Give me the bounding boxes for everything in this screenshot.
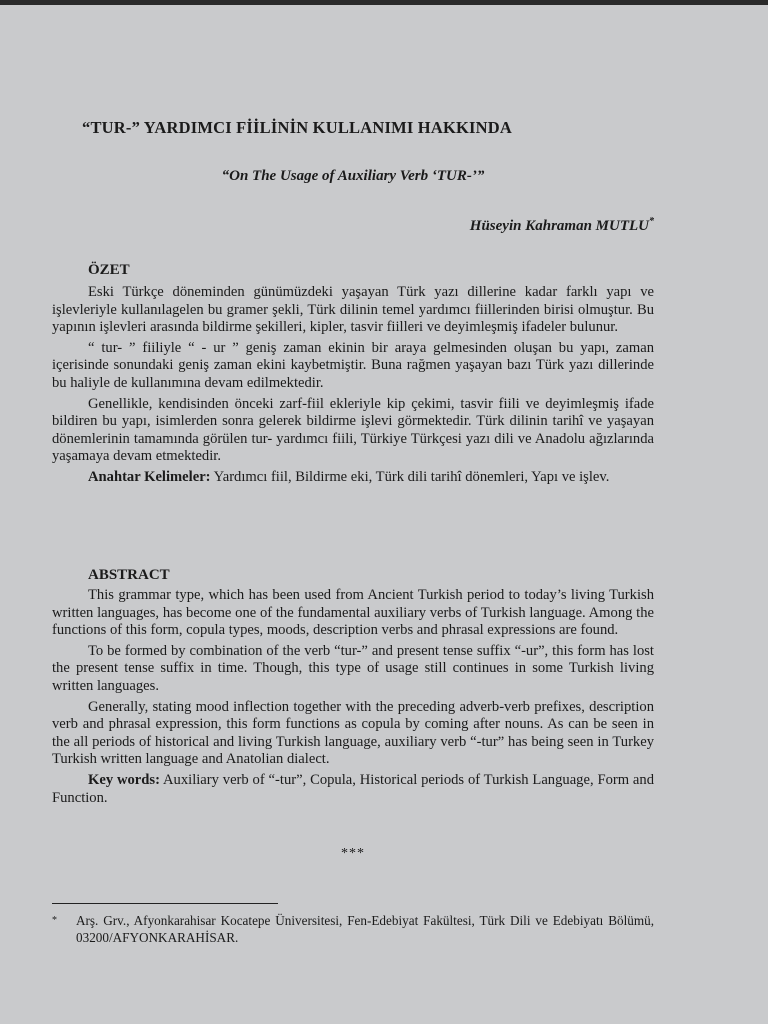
abstract-keywords-text: Auxiliary verb of “-tur”, Copula, Historical periods of Turkish Language, Form and Function. <box>52 771 654 806</box>
abstract-paragraph: To be formed by combination of the verb “tur-” and present tense suffix “-ur”, this form has lost the present tense suffix in time. Though, this type of usage still continues in some Turkish living written languages. <box>52 642 654 694</box>
ozet-paragraph: Eski Türkçe döneminden günümüzdeki yaşayan Türk yazı dillerine kadar farklı yapı ve işlevleriyle kullanılagelen bu gramer şekli, Türk dilinin temel yardımcı fiillerinden birisi olmuştur. Bu yapının işlevleri arasında bildirme şekilleri, kipler, tasvir fiilleri ve deyimleşmiş ifadeler bulunur. <box>52 284 654 336</box>
footnote-mark: * <box>52 915 57 926</box>
ozet-heading: ÖZET <box>88 262 130 278</box>
footnote-text: Arş. Grv., Afyonkarahisar Kocatepe Üniversitesi, Fen-Edebiyat Fakültesi, Türk Dili ve Edebiyatı Bölümü, 03200/AFYONKARAHİSAR. <box>76 913 654 945</box>
footnote <box>52 913 654 946</box>
author-footnote-mark: * <box>649 216 654 227</box>
abstract-keywords-label: Key words: <box>88 771 160 788</box>
ozet-keywords <box>52 469 654 487</box>
ozet-keywords-label: Anahtar Kelimeler: <box>88 468 211 485</box>
paper-title: “TUR-” YARDIMCI FİİLİNİN KULLANIMI HAKKINDA <box>82 118 512 137</box>
ozet-body <box>52 284 654 490</box>
abstract-keywords <box>52 772 654 807</box>
abstract-body <box>52 587 654 810</box>
abstract-paragraph: This grammar type, which has been used from Ancient Turkish period to today’s living Turkish written languages, has become one of the fundamental auxiliary verbs of Turkish language. Among the functions of this form, copula types, moods, description verbs and phrasal expressions are found. <box>52 587 654 639</box>
footnote-rule <box>52 903 278 904</box>
abstract-heading: ABSTRACT <box>88 567 170 583</box>
ozet-keywords-text: Yardımcı fiil, Bildirme eki, Türk dili tarihî dönemleri, Yapı ve işlev. <box>213 468 610 485</box>
author-name <box>470 216 654 235</box>
scan-border <box>0 0 768 5</box>
ozet-paragraph: Genellikle, kendisinden önceki zarf-fiil ekleriyle kip çekimi, tasvir fiili ve deyimleşmiş ifade bildiren bu yapı, isimlerden sonra gelerek bildirme işlevi görmektedir. Türk dilinin tarihî ve yaşayan dönemlerinin tamamında görülen tur- yardımcı fiili, Türkiye Türkçesi yazı dili ve Anadolu ağızlarında yaşamaya devam etmektedir. <box>52 395 654 465</box>
paper-subtitle: “On The Usage of Auxiliary Verb ‘TUR-’” <box>221 168 485 184</box>
section-separator: *** <box>341 846 365 861</box>
abstract-paragraph: Generally, stating mood inflection together with the preceding adverb-verb prefixes, description verb and phrasal expression, this form functions as copula by coming after nouns. As can be seen in the all periods of historical and living Turkish language, auxiliary verb “-tur” has being seen in Turkey Turkish written language and Anatolian dialect. <box>52 698 654 768</box>
ozet-paragraph: “ tur- ” fiiliyle “ - ur ” geniş zaman ekinin bir araya gelmesinden oluşan bu yapı, zaman içerisinde sonundaki geniş zaman ekini kaybetmiştir. Buna rağmen yaşayan bazı Türk yazı dillerinde bu haliyle de kullanımına devam edilmektedir. <box>52 339 654 391</box>
author-name-text: Hüseyin Kahraman MUTLU <box>469 218 649 234</box>
